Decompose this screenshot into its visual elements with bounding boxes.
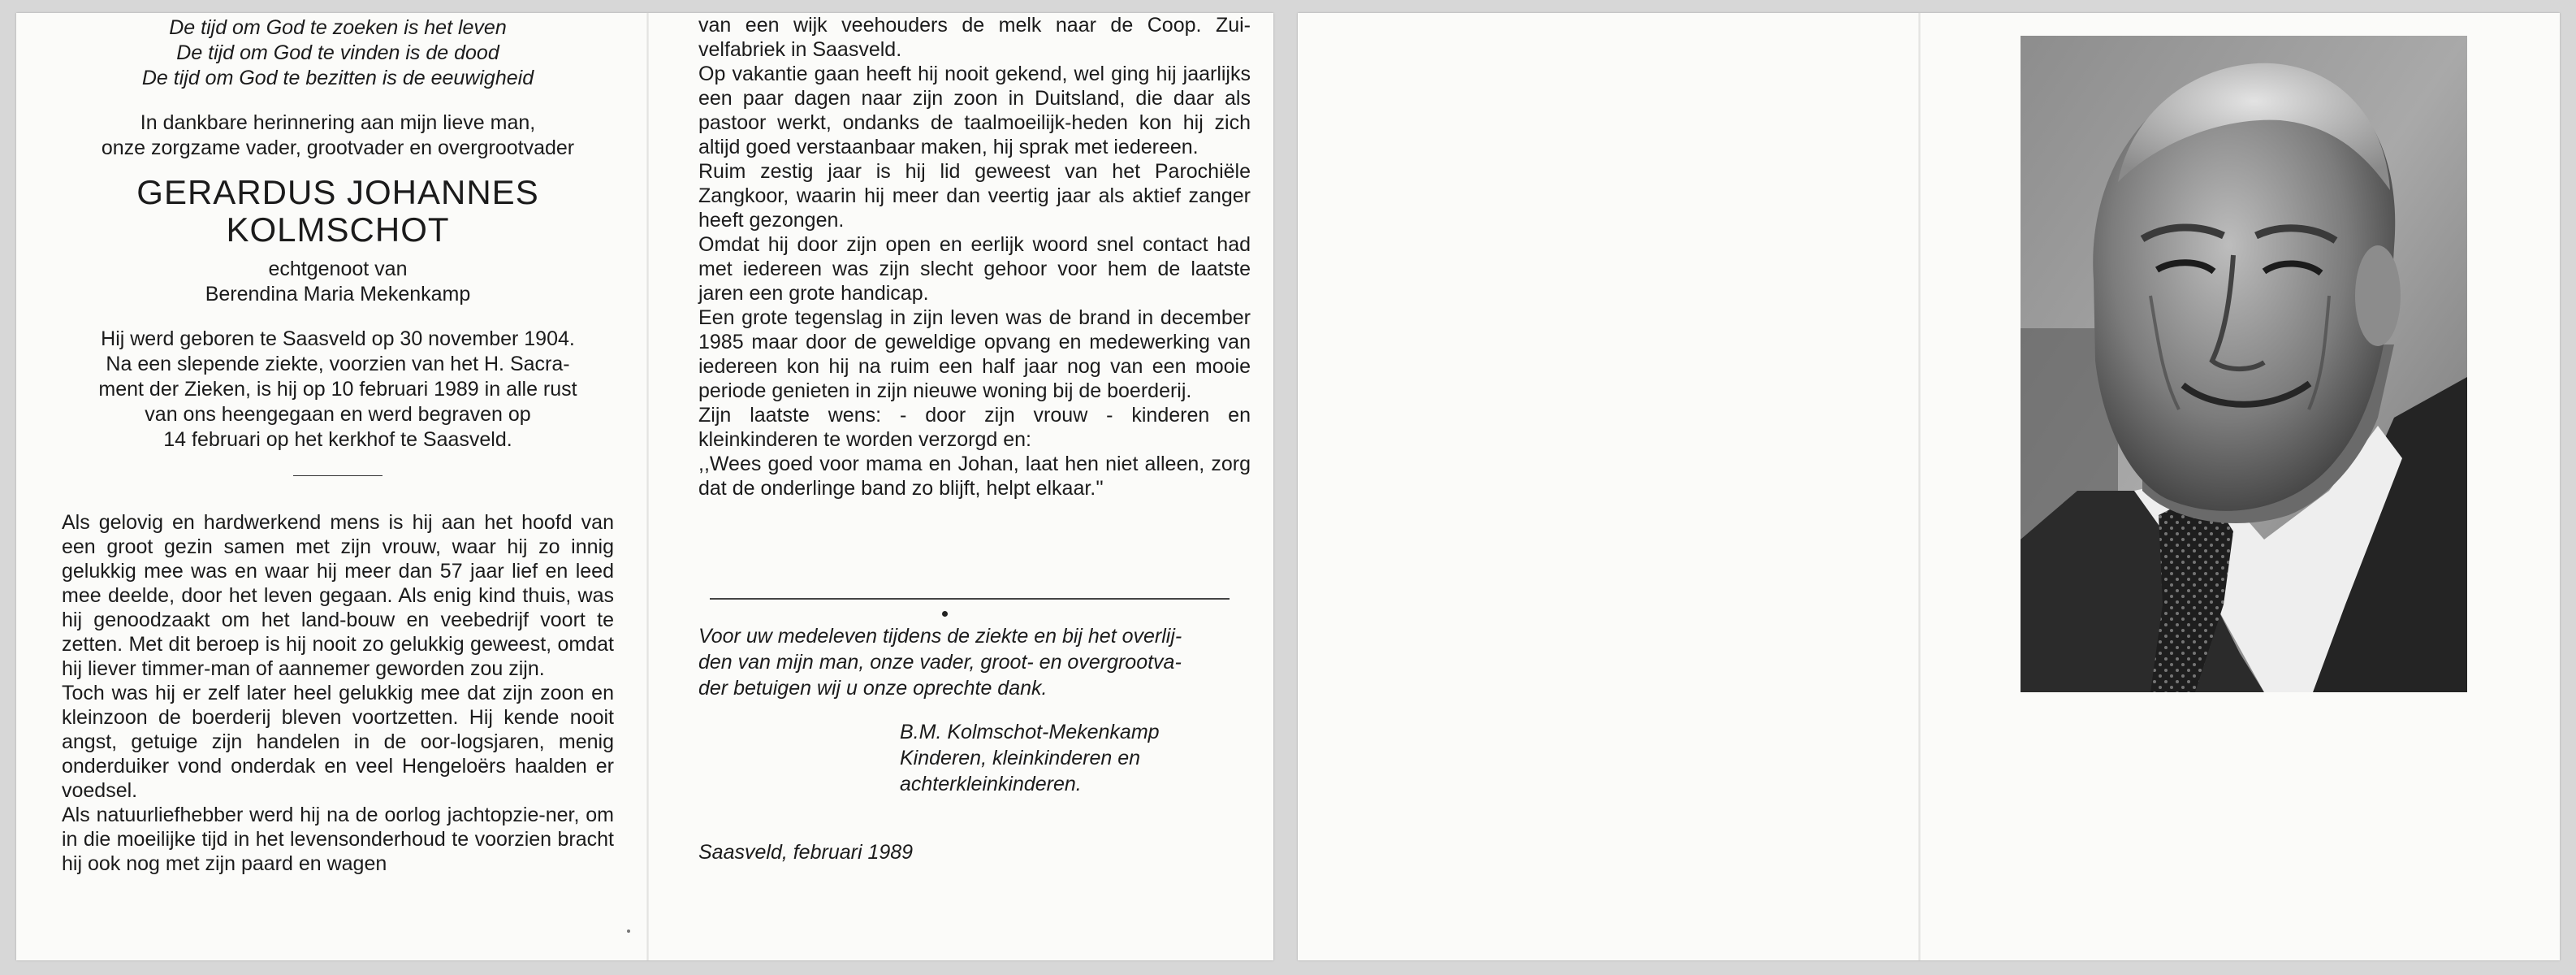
thanks-line: Voor uw medeleven tijdens de ziekte en bij het overlij- xyxy=(698,625,1182,648)
signature-line: Kinderen, kleinkinderen en xyxy=(900,747,1141,769)
birth-death-line: Na een slepende ziekte, voorzien van het H. Sacra- xyxy=(106,353,570,375)
motto-line: De tijd om God te vinden is de dood xyxy=(176,41,499,64)
signature-line: B.M. Kolmschot-Mekenkamp xyxy=(900,721,1160,743)
biography-paragraph: Op vakantie gaan heeft hij nooit gekend, wel ging hij jaarlijks een paar dagen naar zijn zoon in Duitsland, die daar als pastoor werkt, ondanks de taalmoeilijk-heden kon hij zich altijd goed verstaanbaar maken, hij sprak met iedereen. xyxy=(698,63,1251,158)
paper-speck xyxy=(627,930,630,933)
biography-paragraph: Als natuurliefhebber werd hij na de oorlog jachtopzie-ner, om in die moeilijke tijd in het levensonderhoud te voorzien bracht hij ook nog met zijn paard en wagen xyxy=(62,804,614,875)
birth-death-info xyxy=(62,327,614,453)
card-page-right xyxy=(698,13,1251,865)
thanks-line: den van mijn man, onze vader, groot- en overgrootva- xyxy=(698,651,1182,674)
biography-left xyxy=(62,510,614,876)
memorial-card-text-spread xyxy=(16,13,1273,960)
birth-death-line: Hij werd geboren te Saasveld op 30 november 1904. xyxy=(101,327,575,350)
card-fold-line xyxy=(646,13,649,960)
ear xyxy=(2355,245,2401,346)
section-divider xyxy=(293,475,383,476)
biography-paragraph: Toch was hij er zelf later heel gelukkig mee dat zijn zoon en kleinzoon de boerderij bleven voortzetten. Hij kende nooit angst, getuige zijn handelen in de oor-logsjaren, menig onderduiker vond onderdak en veel Hengeloërs haalden er voedsel. xyxy=(62,682,614,802)
ornament-dot xyxy=(942,611,948,617)
biography-paragraph: van een wijk veehouders de melk naar de Coop. Zui-velfabriek in Saasveld. xyxy=(698,14,1251,61)
deceased-first-names: GERARDUS JOHANNES xyxy=(136,173,539,211)
thanks-line: der betuigen wij u onze oprechte dank. xyxy=(698,677,1048,700)
memorial-card-photo-spread xyxy=(1298,13,2560,960)
signature-block xyxy=(698,719,1251,797)
dedication-line: onze zorgzame vader, grootvader en overgrootvader xyxy=(101,136,575,159)
deceased-surname: KOLMSCHOT xyxy=(226,210,450,249)
biography-paragraph: Zijn laatste wens: - door zijn vrouw - kinderen en kleinkinderen te worden verzorgd en: xyxy=(698,404,1251,451)
biography-paragraph: Als gelovig en hardwerkend mens is hij aan het hoofd van een groot gezin samen met zijn vrouw, waar hij zo innig gelukkig mee was en waar hij meer dan 57 jaar lief en leed mee deelde, door het leven gegaan. Als enig kind thuis, was hij genoodzaakt om het land-bouw en veebedrijf voort te zetten. Met dit beroep is hij nooit zo gelukkig geweest, omdat hij liever timmer-man of aannemer geworden zou zijn. xyxy=(62,511,614,680)
portrait-photo xyxy=(2021,36,2467,692)
birth-death-line: van ons heengegaan en werd begraven op xyxy=(145,403,531,426)
card-fold-line xyxy=(1918,13,1921,960)
birth-death-line: ment der Zieken, is hij op 10 februari 1989 in alle rust xyxy=(98,378,577,401)
dedication xyxy=(62,110,614,161)
motto-line: De tijd om God te bezitten is de eeuwigheid xyxy=(141,67,534,89)
biography-paragraph: Een grote tegenslag in zijn leven was de brand in december 1985 maar door de geweldige opvang en medewerking van iedereen kon hij na ruim een half jaar nog van een mooie periode genieten in zijn nieuwe woning bij de boerderij. xyxy=(698,306,1251,402)
spouse-info xyxy=(62,257,614,307)
portrait-illustration xyxy=(2021,36,2467,692)
biography-right xyxy=(698,13,1251,500)
biography-paragraph: Omdat hij door zijn open en eerlijk woord snel contact had met iedereen was zijn slecht gehoor voor hem de laatste jaren een grote handicap. xyxy=(698,233,1251,305)
spouse-label: echtgenoot van xyxy=(268,258,408,280)
dedication-line: In dankbare herinnering aan mijn lieve man, xyxy=(140,111,536,134)
birth-death-line: 14 februari op het kerkhof te Saasveld. xyxy=(163,428,512,451)
motto xyxy=(62,15,614,91)
deceased-name xyxy=(62,174,614,249)
thanks-note xyxy=(698,623,1251,701)
place-date: Saasveld, februari 1989 xyxy=(698,841,914,864)
spouse-name: Berendina Maria Mekenkamp xyxy=(205,283,471,306)
motto-line: De tijd om God te zoeken is het leven xyxy=(169,16,507,39)
biography-paragraph: ,,Wees goed voor mama en Johan, laat hen niet alleen, zorg dat de onderlinge band zo blijft, helpt elkaar.'' xyxy=(698,453,1251,500)
section-rule xyxy=(710,598,1230,600)
card-page-left xyxy=(62,13,614,876)
biography-paragraph: Ruim zestig jaar is hij lid geweest van het Parochiële Zangkoor, waarin hij meer dan veertig jaar als aktief zanger heeft gezongen. xyxy=(698,160,1251,232)
signature-line: achterkleinkinderen. xyxy=(900,773,1082,795)
